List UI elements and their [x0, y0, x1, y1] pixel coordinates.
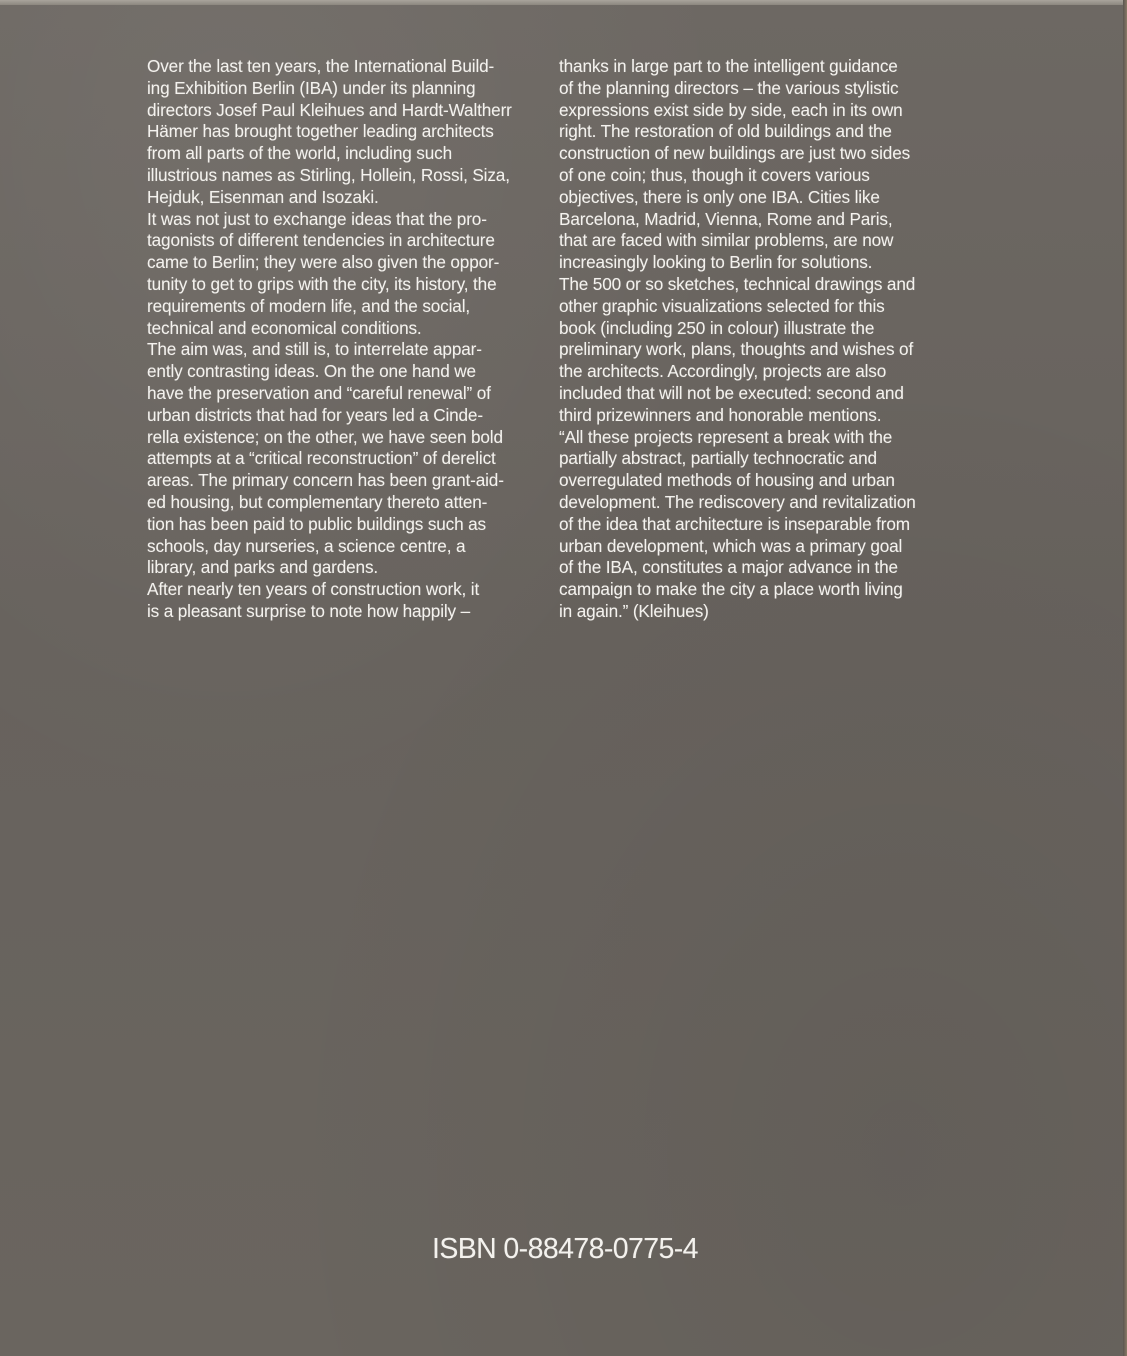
text-line: third prizewinners and honorable mentions. — [559, 404, 882, 425]
text-line: areas. The primary concern has been grant-aid- — [147, 470, 504, 491]
book-right-edge — [1123, 0, 1127, 1356]
text-line: Hämer has brought together leading architects — [147, 121, 494, 142]
text-line: other graphic visualizations selected for this — [559, 295, 885, 316]
text-line: development. The rediscovery and revitalization — [559, 491, 916, 512]
text-line: book (including 250 in colour) illustrate the — [559, 317, 875, 338]
text-line: tion has been paid to public buildings such as — [147, 513, 486, 534]
text-line: library, and parks and gardens. — [147, 557, 379, 578]
text-line: directors Josef Paul Kleihues and Hardt-Waltherr — [147, 99, 512, 120]
text-line: that are faced with similar problems, are now — [559, 230, 894, 251]
text-line: of the planning directors – the various stylistic — [559, 77, 899, 98]
text-line: objectives, there is only one IBA. Cities like — [559, 186, 880, 207]
text-line: tunity to get to grips with the city, its history, the — [147, 273, 497, 294]
text-line: expressions exist side by side, each in its own — [559, 99, 903, 120]
text-line: It was not just to exchange ideas that the pro- — [147, 208, 487, 229]
text-line: After nearly ten years of construction work, it — [147, 579, 480, 600]
text-line: urban districts that had for years led a Cinde- — [147, 404, 483, 425]
text-line: preliminary work, plans, thoughts and wishes of — [559, 339, 914, 360]
text-line: thanks in large part to the intelligent guidance — [559, 56, 898, 76]
text-line: of one coin; thus, though it covers various — [559, 164, 870, 185]
isbn-number: ISBN 0-88478-0775-4 — [432, 1233, 698, 1265]
text-line: right. The restoration of old buildings and the — [559, 121, 892, 142]
text-line: included that will not be executed: second and — [559, 382, 904, 403]
blurb-right-column — [559, 56, 969, 623]
text-line: tagonists of different tendencies in architecture — [147, 230, 495, 251]
text-line: technical and economical conditions. — [147, 317, 422, 338]
text-line: Hejduk, Eisenman and Isozaki. — [147, 186, 379, 207]
text-line: rella existence; on the other, we have seen bold — [147, 426, 503, 447]
text-line: The 500 or so sketches, technical drawings and — [559, 273, 916, 294]
text-line: “All these projects represent a break with the — [559, 426, 893, 447]
text-line: illustrious names as Stirling, Hollein, Rossi, Siza, — [147, 164, 510, 185]
text-line: urban development, which was a primary goal — [559, 535, 903, 556]
text-line: have the preservation and “careful renewal” of — [147, 382, 491, 403]
text-line: of the idea that architecture is inseparable from — [559, 513, 910, 534]
text-line: campaign to make the city a place worth living — [559, 579, 903, 600]
text-line: Barcelona, Madrid, Vienna, Rome and Paris, — [559, 208, 893, 229]
text-line: requirements of modern life, and the social, — [147, 295, 471, 316]
text-line: The aim was, and still is, to interrelate appar- — [147, 339, 482, 360]
blurb-left-column — [147, 56, 547, 623]
text-line: Over the last ten years, the International Build- — [147, 56, 495, 76]
background-surface-top-edge — [0, 0, 1127, 5]
text-line: of the IBA, constitutes a major advance in the — [559, 557, 898, 578]
text-line: partially abstract, partially technocratic and — [559, 448, 877, 469]
text-line: ed housing, but complementary thereto atten- — [147, 491, 488, 512]
text-line: construction of new buildings are just two sides — [559, 143, 911, 164]
text-line: ing Exhibition Berlin (IBA) under its planning — [147, 77, 476, 98]
text-line: attempts at a “critical reconstruction” of derelict — [147, 448, 496, 469]
text-line: increasingly looking to Berlin for solutions. — [559, 252, 873, 273]
text-line: in again.” (Kleihues) — [559, 600, 709, 621]
text-line: came to Berlin; they were also given the oppor- — [147, 252, 500, 273]
text-line: ently contrasting ideas. On the one hand we — [147, 361, 476, 382]
text-line: is a pleasant surprise to note how happily – — [147, 600, 471, 621]
text-line: schools, day nurseries, a science centre, a — [147, 535, 466, 556]
text-line: from all parts of the world, including such — [147, 143, 452, 164]
text-line: overregulated methods of housing and urban — [559, 470, 895, 491]
text-line: the architects. Accordingly, projects are also — [559, 361, 887, 382]
